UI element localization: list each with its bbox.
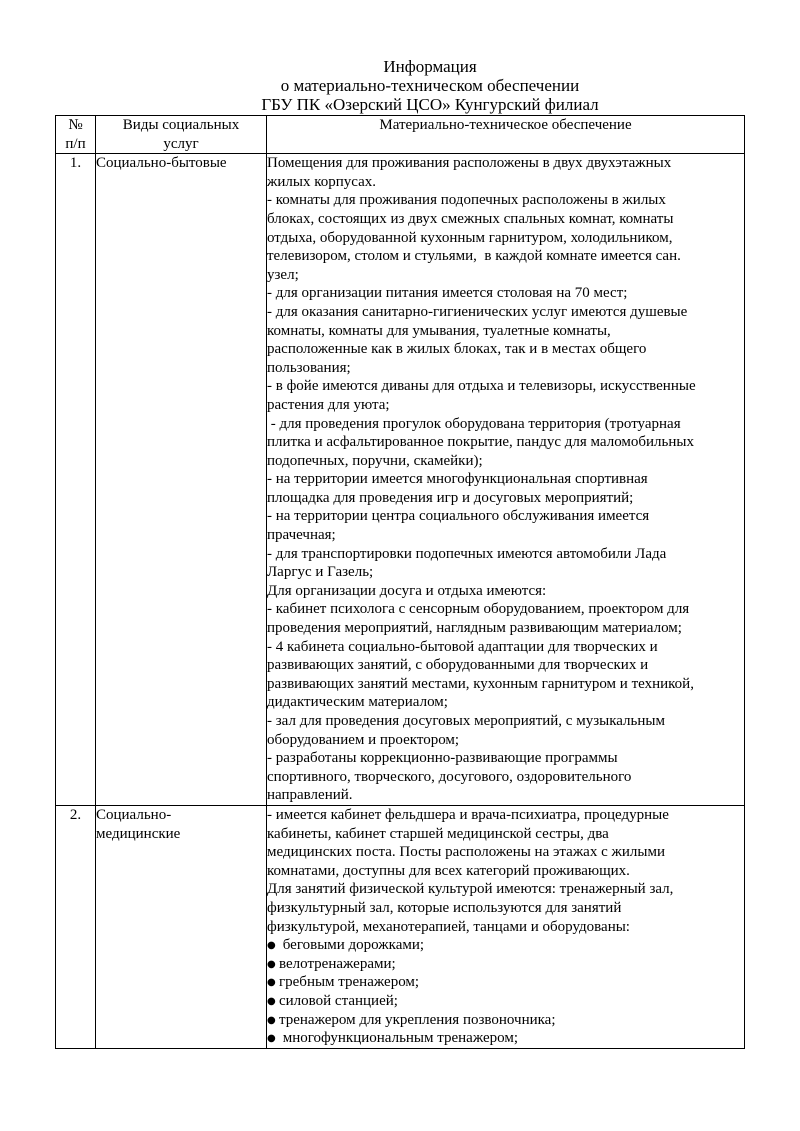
bullet-item <box>267 1029 744 1048</box>
row-equipment-text <box>267 154 745 806</box>
header-equipment: Материально-техническое обеспечение <box>267 116 745 154</box>
bullet-item <box>267 973 744 992</box>
bullet-item <box>267 992 744 1011</box>
text-line: Ларгус и Газель; <box>267 564 374 581</box>
document-subtitle: о материально-техническом обеспечении <box>280 76 580 95</box>
text-line: Для занятий физической культурой имеются: тренажерный зал, <box>267 881 674 898</box>
row-service-kind: Социально- медицинские <box>96 805 267 1048</box>
text-line: проведения мероприятий, наглядным развивающим материалом; <box>267 620 682 637</box>
bullet-icon: ● <box>267 1014 276 1026</box>
table-header-row <box>56 116 745 154</box>
row-number: 2. <box>56 805 96 1048</box>
bullet-text: беговыми дорожками; <box>279 937 425 954</box>
row-number: 1. <box>56 154 96 806</box>
row-service-kind: Социально-бытовые <box>96 154 267 806</box>
text-line: растения для уюта; <box>267 396 390 413</box>
text-line: - для проведения прогулок оборудована территория (тротуарная <box>267 415 681 432</box>
header-service-kind: Виды социальных услуг <box>96 116 267 154</box>
text-line: спортивного, творческого, досугового, оздоровительного <box>267 768 632 785</box>
text-line: - на территории центра социального обслуживания имеется <box>267 508 650 525</box>
bullet-item <box>267 1011 744 1030</box>
text-line: - 4 кабинета социально-бытовой адаптации для творческих и <box>267 638 658 655</box>
text-line: телевизором, столом и стульями, в каждой комнате имеется сан. <box>267 248 681 265</box>
bullet-icon: ● <box>267 1033 276 1045</box>
text-line: - в фойе имеются диваны для отдыха и телевизоры, искусственные <box>267 378 696 395</box>
text-line: комнатами, доступны для всех категорий проживающих. <box>267 862 630 879</box>
text-line: - имеется кабинет фельдшера и врача-психиатра, процедурные <box>267 806 669 823</box>
text-line: пользования; <box>267 359 351 376</box>
text-line: блоках, состоящих из двух смежных спальных комнат, комнаты <box>267 210 674 227</box>
text-line: комнаты, комнаты для умывания, туалетные комнаты, <box>267 322 611 339</box>
bullet-text: силовой станцией; <box>279 992 398 1009</box>
bullet-text: гребным тренажером; <box>279 974 420 991</box>
bullet-icon: ● <box>267 977 276 989</box>
bullet-icon: ● <box>267 958 276 970</box>
text-line: узел; <box>267 266 299 283</box>
text-line: физкультурой, механотерапией, танцами и оборудованы: <box>267 918 630 935</box>
text-line: прачечная; <box>267 527 336 544</box>
text-line: физкультурный зал, которые используются для занятий <box>267 899 622 916</box>
text-line: кабинеты, кабинет старшей медицинской сестры, два <box>267 825 609 842</box>
text-line: Помещения для проживания расположены в двух двухэтажных <box>267 155 672 172</box>
text-line: расположенные как в жилых блоках, так и в местах общего <box>267 341 647 358</box>
text-line: подопечных, поручни, скамейки); <box>267 452 483 469</box>
text-line: оборудованием и проектором; <box>267 731 460 748</box>
text-line: - на территории имеется многофункциональная спортивная <box>267 471 648 488</box>
bullet-item <box>267 955 744 974</box>
text-line: - зал для проведения досуговых мероприятий, с музыкальным <box>267 713 665 729</box>
text-line: медицинских поста. Посты расположены на этажах с жилыми <box>267 844 665 861</box>
text-line: - для оказания санитарно-гигиенических услуг имеются душевые <box>267 303 688 320</box>
text-line: отдыха, оборудованной кухонным гарнитуром, холодильником, <box>267 229 673 246</box>
document-title: Информация <box>383 57 477 76</box>
text-line: жилых корпусах. <box>267 173 377 190</box>
organization-name: ГБУ ПК «Озерский ЦСО» Кунгурский филиал <box>261 95 599 114</box>
table-row <box>56 154 745 806</box>
row-equipment-text <box>267 805 745 1048</box>
text-line: - разработаны коррекционно-развивающие программы <box>267 750 618 767</box>
text-line: Для организации досуга и отдыха имеются: <box>267 582 547 599</box>
text-line: дидактическим материалом; <box>267 694 448 711</box>
text-line: развивающих занятий местами, кухонным гарнитуром и техникой, <box>267 675 694 692</box>
text-line: - для организации питания имеется столовая на 70 мест; <box>267 285 628 302</box>
text-line: развивающих занятий, с оборудованными для творческих и <box>267 657 649 674</box>
bullet-item <box>267 936 744 955</box>
services-table <box>55 115 745 1049</box>
text-line: площадка для проведения игр и досуговых мероприятий; <box>267 489 634 506</box>
text-line: - комнаты для проживания подопечных расположены в жилых <box>267 192 666 209</box>
table-row <box>56 805 745 1048</box>
text-line: - кабинет психолога с сенсорным оборудованием, проектором для <box>267 601 690 618</box>
text-line: - для транспортировки подопечных имеются автомобили Лада <box>267 545 667 562</box>
text-line: плитка и асфальтированное покрытие, пандус для маломобильных <box>267 434 694 451</box>
bullet-text: многофункциональным тренажером; <box>279 1030 519 1047</box>
bullet-text: велотренажерами; <box>279 955 396 972</box>
bullet-icon: ● <box>267 940 276 952</box>
header-number: № п/п <box>56 116 96 154</box>
text-line: направлений. <box>267 787 353 804</box>
bullet-icon: ● <box>267 995 276 1007</box>
bullet-text: тренажером для укрепления позвоночника; <box>279 1011 556 1028</box>
